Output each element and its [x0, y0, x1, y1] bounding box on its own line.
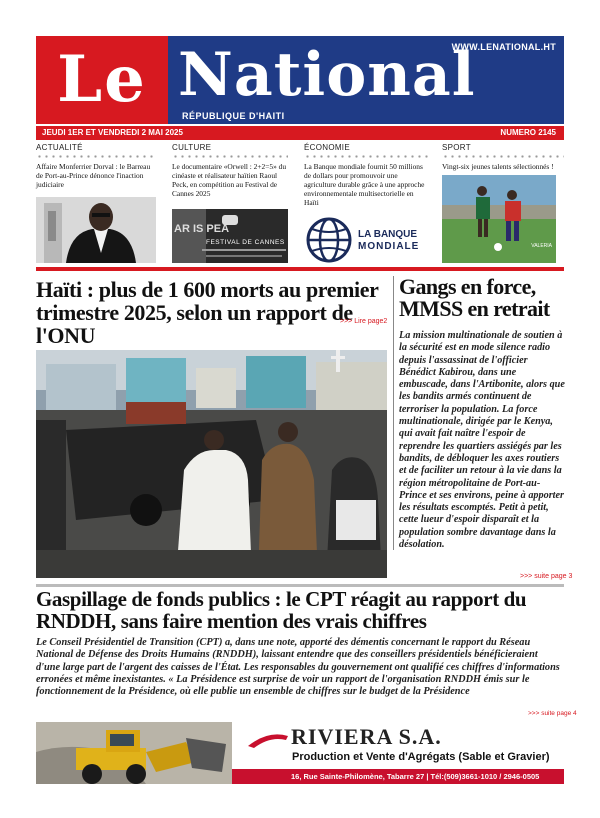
dotted-divider — [36, 154, 156, 159]
logo-national-block — [168, 36, 564, 124]
riviera-logo-swoosh-icon — [248, 730, 288, 750]
teaser-text: La Banque mondiale fournit 50 millions de dollars pour promouvoir une agriculture durable grâce à une approche environnementale multisectorielle en Haïti — [304, 162, 425, 207]
teaser-sport-photo[interactable] — [442, 175, 556, 263]
pitch-banner-text: VALERIA — [531, 243, 552, 249]
teaser-text: Vingt-six jeunes talents sélectionnés ! — [442, 162, 554, 171]
riviera-advertisement[interactable] — [36, 722, 564, 784]
cannes-poster-photo — [172, 209, 288, 263]
dateline-bar — [36, 126, 564, 140]
continue-link-page-3[interactable]: >>> suite page 3 — [520, 573, 573, 580]
logo-line-1: LA BANQUE — [358, 229, 418, 240]
lawyer-portrait-photo — [36, 197, 156, 263]
main-headline[interactable]: Haïti : plus de 1 600 morts au premier trimestre 2025, selon un rapport de l'ONU — [36, 277, 379, 348]
side-story-body: La mission multinationale de soutien à la sécurité est en mode silence radio depuis l'assassinat de l'officier Bénédict Kabirou, dans une embuscade, dans l'Artibonite, alors que les bandits armés continuent de terroriser la population. La force multinationale, dirigée par le Kenya, qui avait fait naître l'espoir de reprendre les quartiers assiégés par les bandits, de débloquer les axes routiers et de faciliter un retour à la vie dans la région métropolitaine de Port-au-Prince et ses environs, peine à apporter les résultats escomptés. Petit à petit, cette lueur d'espoir disparaît et la population sombre davantage dans la désolation. — [399, 330, 565, 551]
read-more-link[interactable]: >>> Lire page2 — [340, 318, 388, 325]
second-story-body: Le Conseil Présidentiel de Transition (CPT) a, dans une note, apporté des démentis concernant le rapport du Réseau National de Défense des Droits Humains (RNDDH), laissant entendre que des conseillers présidentiels bénéficieraient d'une large part de l'argent des caisses de l'État. Les responsables du gouvernement ont qualifié ces chiffres d'informations erronées et même inexistantes. « La Présidence est surprise de voir un rapport de l'organisation RNDDH émis sur le fonctionnement de la Présidence, où elle publie un ensemble de chiffres sur le budget de la Présidence — [36, 637, 560, 698]
teaser-strip — [36, 143, 564, 267]
logo-line-2: MONDIALE — [358, 241, 420, 252]
teaser-section: SPORT — [442, 143, 471, 152]
teaser-actualite-photo[interactable] — [36, 197, 156, 263]
side-headline[interactable]: Gangs en force, MMSS en retrait — [399, 274, 550, 321]
wheel-loader-photo — [36, 722, 232, 784]
masthead-subtitle: RÉPUBLIQUE D'HAITI — [182, 111, 285, 121]
poster-text: AR IS PEA — [174, 223, 230, 235]
dotted-divider — [442, 154, 564, 159]
ad-tagline: Production et Vente d'Agrégats (Sable et Gravier) — [292, 751, 550, 763]
funeral-procession-photo — [36, 350, 387, 578]
globe-icon — [306, 217, 352, 263]
issue-number: NUMERO 2145 — [500, 128, 556, 137]
ad-address: 16, Rue Sainte-Philomène, Tabarre 27 | Tél:(509)3661-1010 / 2946-0505 — [291, 772, 540, 781]
column-divider — [393, 276, 394, 550]
teaser-text: Affaire Monferrier Dorval : le Barreau de Port-au-Prince dénonce l'inaction judiciaire — [36, 162, 151, 189]
teaser-section: ACTUALITÉ — [36, 143, 83, 152]
teaser-text: Le documentaire «Orwell : 2+2=5» du cinéaste et réalisateur haïtien Raoul Peck, en compétition au Festival de Cannes 2025 — [172, 162, 287, 198]
logo-national-word: National — [178, 40, 476, 110]
dotted-divider — [172, 154, 288, 159]
teaser-culture-photo[interactable] — [172, 209, 288, 263]
ad-photo — [36, 722, 232, 784]
website-url[interactable]: WWW.LENATIONAL.HT — [451, 42, 556, 52]
teaser-section: CULTURE — [172, 143, 212, 152]
dotted-divider — [304, 154, 428, 159]
world-bank-logo[interactable] — [304, 217, 424, 263]
masthead — [36, 36, 564, 124]
main-story-photo[interactable] — [36, 350, 387, 578]
section-divider — [36, 267, 564, 271]
football-players-photo — [442, 175, 556, 263]
teaser-section: ÉCONOMIE — [304, 143, 350, 152]
logo-le: Le — [36, 36, 168, 124]
second-headline[interactable]: Gaspillage de fonds publics : le CPT réagit au rapport du RNDDH, sans faire mention des vrais chiffres — [36, 587, 527, 633]
ad-company-name: RIVIERA S.A. — [291, 724, 442, 749]
issue-date: JEUDI 1ER ET VENDREDI 2 MAI 2025 — [42, 128, 183, 137]
cannes-caption: FESTIVAL DE CANNES — [206, 239, 285, 246]
continue-link-page-4[interactable]: >>> suite page 4 — [528, 710, 577, 717]
